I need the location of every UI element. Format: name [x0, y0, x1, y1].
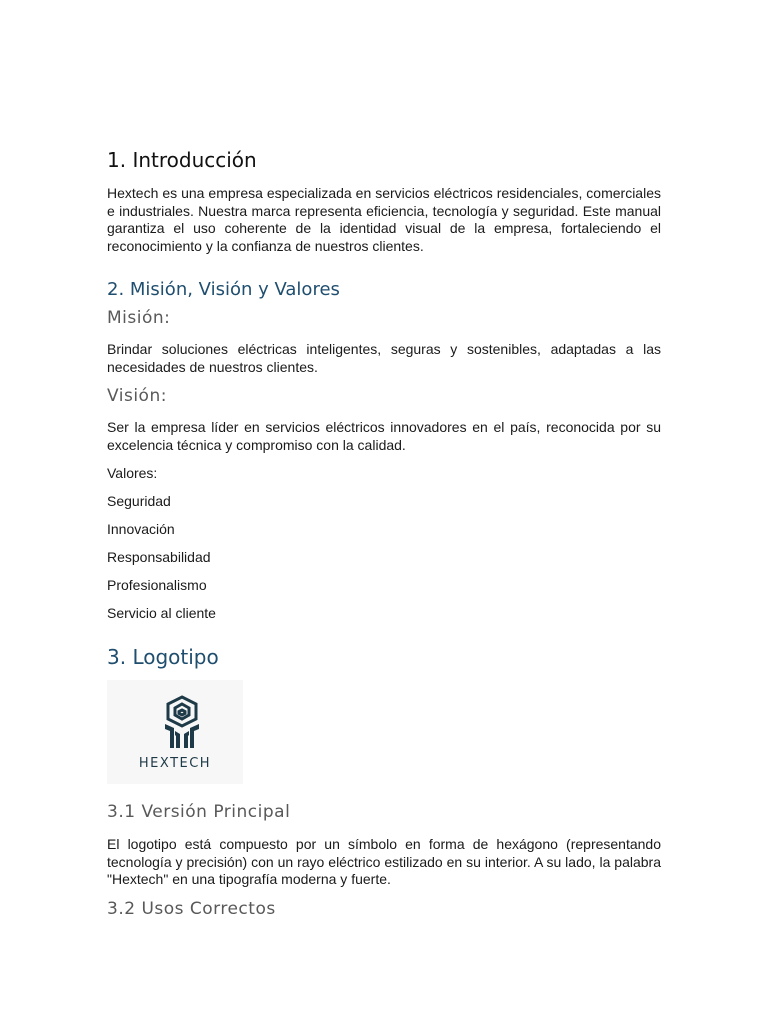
version-principal-paragraph: El logotipo está compuesto por un símbolo en forma de hexágono (representando tecnología y precisión) con un rayo eléctrico estilizado en su interior. A su lado, la palabra "Hextech" en una tipografía moderna y fuerte. — [107, 836, 661, 887]
valores-label: Valores: — [107, 465, 158, 481]
vision-heading: Visión: — [107, 386, 167, 406]
logo-image — [107, 680, 243, 784]
valor-item: Servicio al cliente — [107, 605, 216, 621]
vision-paragraph: Ser la empresa líder en servicios eléctricos innovadores en el país, reconocida por su excelencia técnica y compromiso con la calidad. — [107, 419, 661, 453]
usos-correctos-heading: 3.2 Usos Correctos — [107, 899, 276, 919]
mission-section-heading: 2. Misión, Visión y Valores — [107, 279, 340, 300]
intro-paragraph: Hextech es una empresa especializada en servicios eléctricos residenciales, comerciales e industriales. Nuestra marca representa eficiencia, tecnología y seguridad. Este manual garantiza el uso coherente de la identidad visual de la empresa, fortaleciendo el reconocimiento y la confianza de nuestros clientes. — [107, 185, 661, 254]
version-principal-heading: 3.1 Versión Principal — [107, 802, 291, 822]
mision-paragraph: Brindar soluciones eléctricas inteligentes, seguras y sostenibles, adaptadas a las necesidades de nuestros clientes. — [107, 341, 661, 375]
valor-item: Responsabilidad — [107, 549, 211, 565]
intro-heading: 1. Introducción — [107, 148, 257, 172]
logo-wordmark: HEXTECH — [138, 756, 212, 771]
logo-section-heading: 3. Logotipo — [107, 645, 219, 669]
valor-item: Seguridad — [107, 493, 171, 509]
mision-heading: Misión: — [107, 308, 171, 328]
valor-item: Innovación — [107, 521, 175, 537]
valor-item: Profesionalismo — [107, 577, 207, 593]
